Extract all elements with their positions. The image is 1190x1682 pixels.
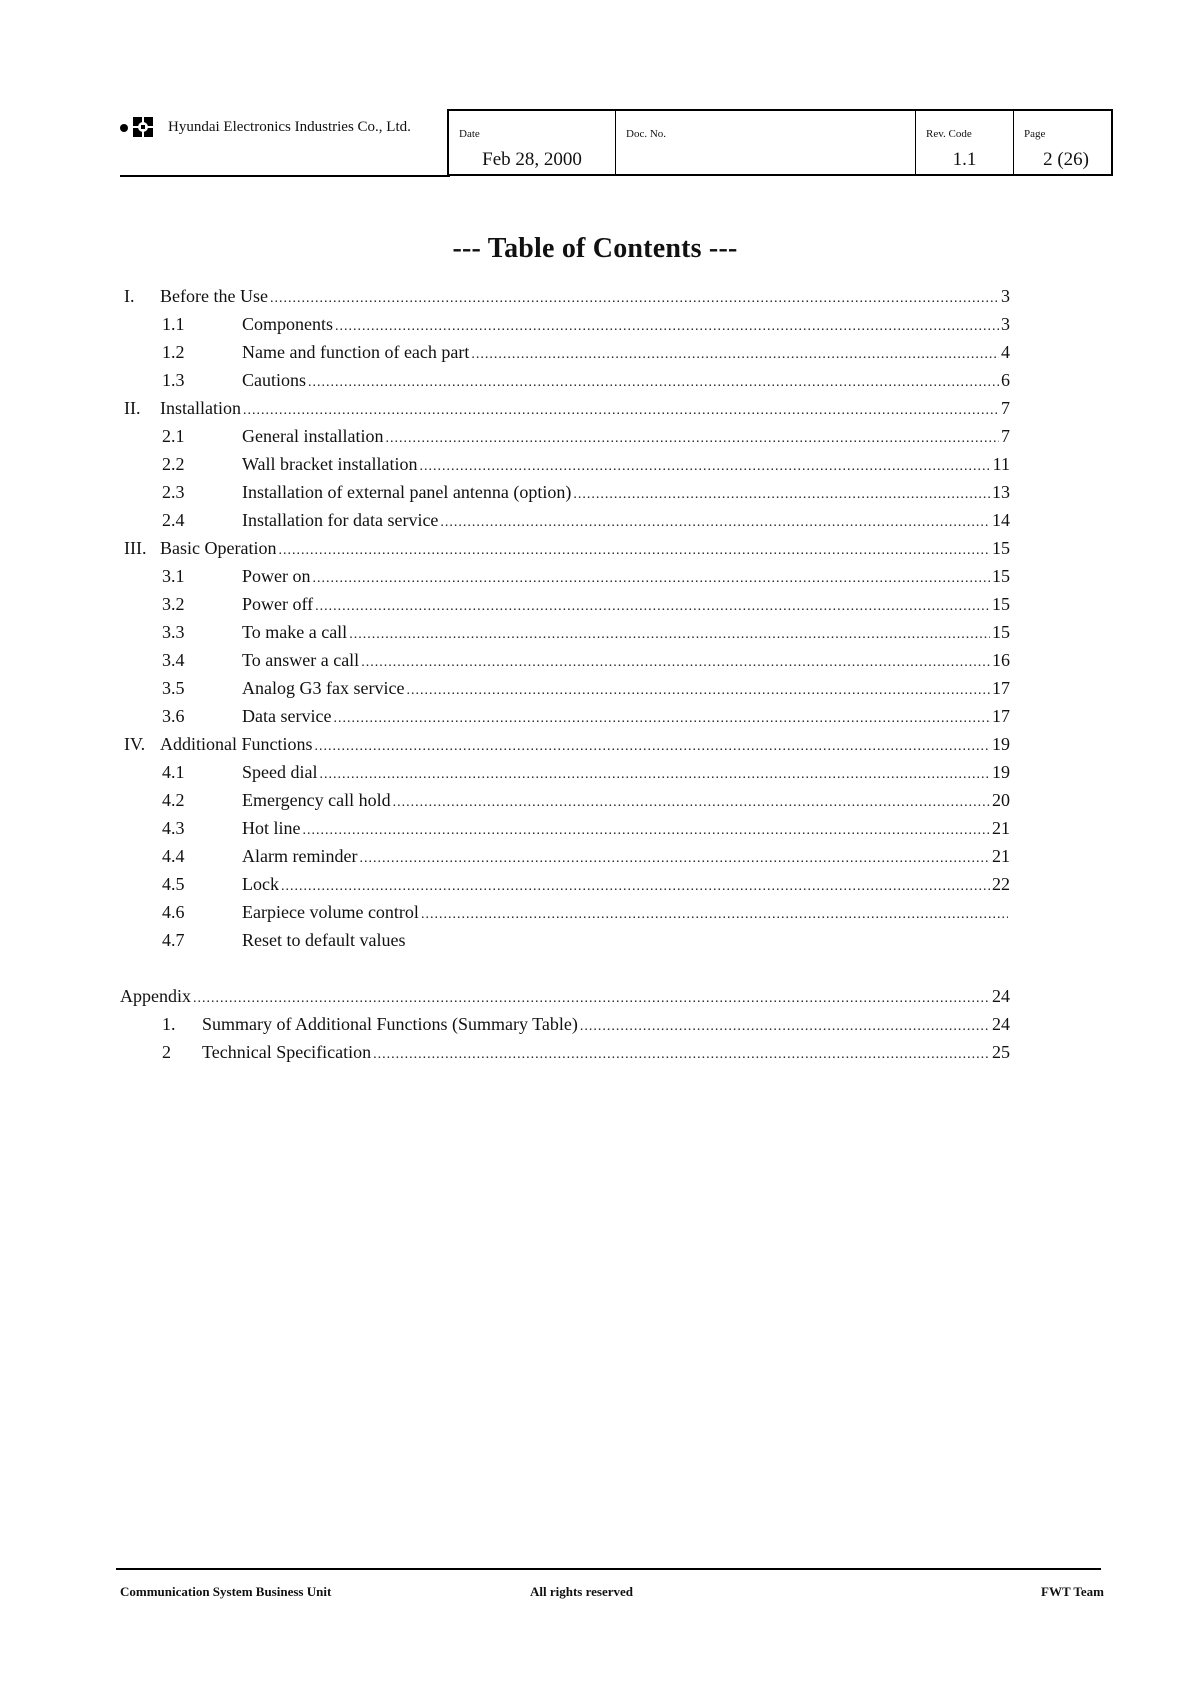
toc-entry-title: Cautions xyxy=(242,370,307,390)
toc-entry-page: 3 xyxy=(1001,286,1010,306)
date-cell xyxy=(449,111,615,174)
toc-entry-number: II. xyxy=(124,398,141,418)
toc-leader-dots xyxy=(471,347,999,363)
toc-entry xyxy=(124,398,1010,424)
toc-leader-dots xyxy=(303,823,991,839)
toc-entry xyxy=(162,1042,1010,1068)
toc-entry-title: Appendix xyxy=(120,986,191,1006)
toc-leader-dots xyxy=(421,907,1008,923)
doc-info-table xyxy=(447,109,1113,176)
docno-cell xyxy=(615,111,915,174)
toc-entry-page: 13 xyxy=(992,482,1010,502)
toc-entry xyxy=(162,454,1010,480)
toc-entry-page: 19 xyxy=(992,762,1010,782)
toc-entry-number: 3.4 xyxy=(162,650,185,670)
company-block xyxy=(120,117,411,137)
toc-leader-dots xyxy=(440,515,990,531)
toc-leader-dots xyxy=(393,795,990,811)
toc-entry-number: 3.6 xyxy=(162,706,185,726)
toc-entry-number: 4.1 xyxy=(162,762,185,782)
toc-entry-page: 16 xyxy=(992,650,1010,670)
toc-entry-page: 3 xyxy=(1001,314,1010,334)
toc-entry xyxy=(162,510,1010,536)
toc-leader-dots xyxy=(308,375,999,391)
footer-left: Communication System Business Unit xyxy=(120,1584,332,1599)
toc-entry-page: 17 xyxy=(992,706,1010,726)
toc-entry-title: Lock xyxy=(242,874,279,894)
toc-leader-dots xyxy=(333,711,990,727)
toc-entry xyxy=(162,930,1010,956)
rev-label: Rev. Code xyxy=(926,128,972,140)
toc-entry xyxy=(162,342,1010,368)
toc-entry-number: 2.1 xyxy=(162,426,185,446)
toc-entry-title: Technical Specification xyxy=(202,1042,372,1062)
toc-leader-dots xyxy=(319,767,990,783)
toc-entry-page: 6 xyxy=(1001,370,1010,390)
toc-entry xyxy=(120,986,1010,1012)
toc-entry-page: 24 xyxy=(992,986,1010,1006)
toc-entry-title: To make a call xyxy=(242,622,348,642)
toc-entry-page: 15 xyxy=(992,566,1010,586)
toc-entry-title: Earpiece volume control xyxy=(242,902,419,922)
page-value: 2 (26) xyxy=(1043,149,1089,170)
toc-entry xyxy=(162,566,1010,592)
toc-entry-title: Name and function of each part xyxy=(242,342,470,362)
toc-entry-title: Installation of external panel antenna (option) xyxy=(242,482,572,502)
toc-leader-dots xyxy=(373,1047,990,1063)
toc-entry-title: Installation for data service xyxy=(242,510,439,530)
rev-value: 1.1 xyxy=(952,149,977,170)
toc-entry-title: Alarm reminder xyxy=(242,846,358,866)
toc-entry xyxy=(124,538,1010,564)
toc-entry-number: 3.2 xyxy=(162,594,185,614)
toc-entry-number: 3.5 xyxy=(162,678,185,698)
toc-entry xyxy=(162,426,1010,452)
toc-entry-title: Speed dial xyxy=(242,762,318,782)
toc-entry-title: Before the Use xyxy=(160,286,268,306)
toc-leader-dots xyxy=(385,431,999,447)
toc-entry-number: I. xyxy=(124,286,135,306)
toc-entry xyxy=(162,594,1010,620)
company-name: Hyundai Electronics Industries Co., Ltd. xyxy=(168,118,411,135)
toc-entry-title: Power on xyxy=(242,566,311,586)
toc-entry-number: 4.5 xyxy=(162,874,185,894)
toc-entry xyxy=(124,734,1010,760)
toc-entry-title: Data service xyxy=(242,706,332,726)
toc-entry-page: 15 xyxy=(992,594,1010,614)
toc-entry xyxy=(162,790,1010,816)
toc-entry xyxy=(162,622,1010,648)
toc-entry-page: 15 xyxy=(992,622,1010,642)
toc-entry-title: Basic Operation xyxy=(160,538,277,558)
toc-entry-number: 4.2 xyxy=(162,790,185,810)
toc-entry-page: 7 xyxy=(1001,426,1010,446)
toc-entry-number: 4.4 xyxy=(162,846,185,866)
document-header xyxy=(120,107,1105,177)
toc-entry xyxy=(162,678,1010,704)
toc-entry-page: 11 xyxy=(992,454,1010,474)
toc-entry-number: 1.1 xyxy=(162,314,185,334)
toc-entry-page: 15 xyxy=(992,538,1010,558)
toc-entry-title: General installation xyxy=(242,426,384,446)
toc-entry xyxy=(162,902,1010,928)
toc-entry-title: To answer a call xyxy=(242,650,360,670)
toc-entry-page: 24 xyxy=(992,1014,1010,1034)
footer-center: All rights reserved xyxy=(530,1584,634,1599)
toc-leader-dots xyxy=(406,683,990,699)
toc-entry-title: Installation xyxy=(160,398,241,418)
toc-leader-dots xyxy=(278,543,990,559)
toc-entry-number: 4.6 xyxy=(162,902,185,922)
toc-leader-dots xyxy=(359,851,990,867)
rev-cell xyxy=(915,111,1013,174)
hyundai-logo-icon xyxy=(120,117,160,137)
toc-leader-dots xyxy=(270,291,999,307)
toc-leader-dots xyxy=(335,319,999,335)
toc-entry-page: 19 xyxy=(992,734,1010,754)
toc-entry xyxy=(124,286,1010,312)
toc-entry-page: 20 xyxy=(992,790,1010,810)
toc-leader-dots xyxy=(420,459,991,475)
toc-entry-number: 4.3 xyxy=(162,818,185,838)
date-value: Feb 28, 2000 xyxy=(482,149,582,170)
footer-right: FWT Team xyxy=(1041,1584,1104,1599)
toc-leader-dots xyxy=(361,655,990,671)
toc-entry xyxy=(162,706,1010,732)
toc-entry-page: 21 xyxy=(992,818,1010,838)
toc-leader-dots xyxy=(573,487,990,503)
toc-entry-number: 2 xyxy=(162,1042,171,1062)
toc-entry-title: Emergency call hold xyxy=(242,790,391,810)
toc-entry-number: 1.2 xyxy=(162,342,185,362)
docno-label: Doc. No. xyxy=(626,128,667,140)
toc-entry-page: 17 xyxy=(992,678,1010,698)
toc-entry xyxy=(162,370,1010,396)
toc-leader-dots xyxy=(315,599,990,615)
toc-entry-page: 21 xyxy=(992,846,1010,866)
toc-entry xyxy=(162,762,1010,788)
toc-entry-title: Hot line xyxy=(242,818,301,838)
toc-entry-page: 4 xyxy=(1001,342,1010,362)
toc-leader-dots xyxy=(580,1019,990,1035)
toc-entry-title: Analog G3 fax service xyxy=(242,678,405,698)
footer-rule xyxy=(116,1568,1101,1570)
toc-entry xyxy=(162,874,1010,900)
toc-entry-number: 4.7 xyxy=(162,930,185,950)
toc-entry xyxy=(162,818,1010,844)
toc-leader-dots xyxy=(281,879,990,895)
toc-entry-page: 14 xyxy=(992,510,1010,530)
toc-entry-number: IV. xyxy=(124,734,146,754)
toc-entry-number: 2.4 xyxy=(162,510,185,530)
toc-entry-title: Reset to default values xyxy=(242,930,406,950)
toc-entry-page: 25 xyxy=(992,1042,1010,1062)
toc-entry xyxy=(162,314,1010,340)
page-title: --- Table of Contents --- xyxy=(452,233,738,264)
toc-leader-dots xyxy=(313,571,991,587)
toc-entry-number: 2.3 xyxy=(162,482,185,502)
toc-entry-number: 1. xyxy=(162,1014,176,1034)
toc-entry xyxy=(162,846,1010,872)
toc-entry xyxy=(162,482,1010,508)
toc-leader-dots xyxy=(193,991,990,1007)
toc-entry-page: 22 xyxy=(992,874,1010,894)
header-rule xyxy=(120,175,450,177)
page-label: Page xyxy=(1024,128,1046,140)
toc-leader-dots xyxy=(349,627,990,643)
toc-leader-dots xyxy=(315,739,991,755)
toc-entry-number: 1.3 xyxy=(162,370,185,390)
toc-entry-page: 7 xyxy=(1001,398,1010,418)
toc-entry-title: Wall bracket installation xyxy=(242,454,418,474)
toc-entry xyxy=(162,1014,1010,1040)
toc-entry xyxy=(162,650,1010,676)
toc-entry-title: Power off xyxy=(242,594,314,614)
date-label: Date xyxy=(459,128,480,140)
toc-entry-number: 3.1 xyxy=(162,566,185,586)
page-cell xyxy=(1013,111,1111,174)
toc-entry-title: Additional Functions xyxy=(160,734,313,754)
toc-entry-number: III. xyxy=(124,538,147,558)
toc-entry-title: Components xyxy=(242,314,334,334)
toc-entry-title: Summary of Additional Functions (Summary Table) xyxy=(202,1014,578,1034)
toc-entry-number: 3.3 xyxy=(162,622,185,642)
toc-entry-number: 2.2 xyxy=(162,454,185,474)
toc-leader-dots xyxy=(243,403,999,419)
